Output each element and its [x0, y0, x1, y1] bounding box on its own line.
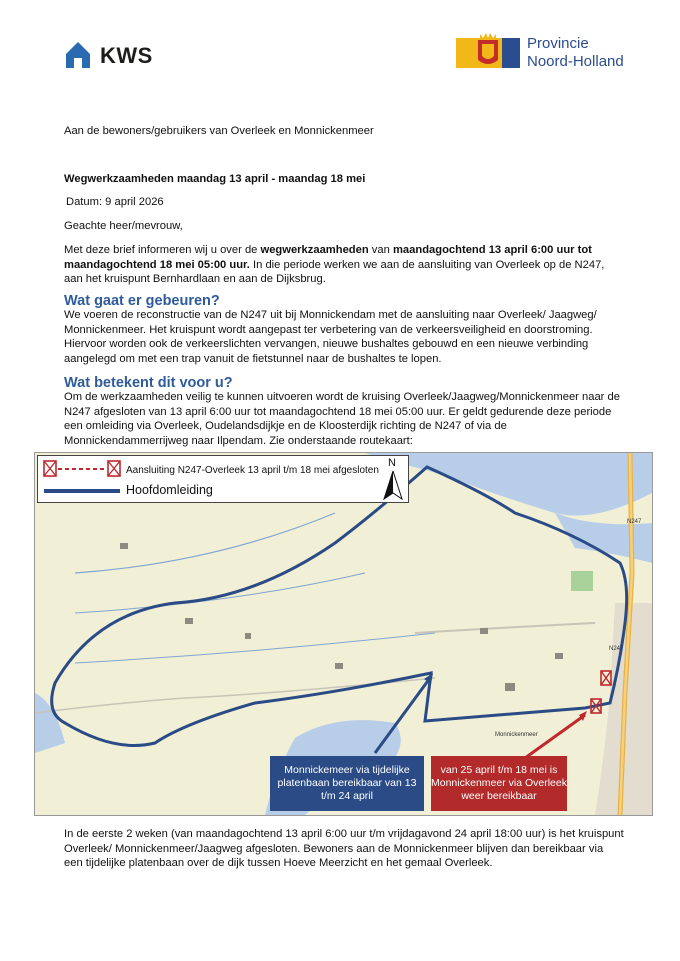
north-label: N — [388, 457, 396, 469]
closing-paragraph: In de eerste 2 weken (van maandagochtend 13 april 6:00 uur t/m vrijdagavond 24 april 18:00 uur) is het kruispunt Overleek/ Monnickenmeer/Jaagweg afgesloten. Bewoners aan de Monnickenmeer blijven dan bereikbaar via een tijdelijke platenbaan over de dijk tussen Hoeve Meerzicht en het gemaal Overleek. — [64, 828, 624, 870]
map-legend — [37, 455, 409, 503]
letter-subject: Wegwerkzaamheden maandag 13 april - maandag 18 mei — [64, 173, 366, 185]
route-map — [34, 452, 653, 816]
province-logo — [456, 32, 646, 74]
addressee: Aan de bewoners/gebruikers van Overleek en Monnickenmeer — [64, 125, 374, 137]
callout-temporary-access: Monnickemeer via tijdelijke platenbaan bereikbaar van 13 t/m 24 april — [270, 756, 424, 811]
legend-symbols — [40, 457, 124, 501]
map-road-label-2: N247 — [609, 646, 624, 652]
province-emblem-icon — [456, 32, 520, 70]
kws-logo-icon — [64, 40, 96, 70]
intro-paragraph: Met deze brief informeren wij u over de wegwerkzaamheden van maandagochtend 13 april 6:00 uur tot maandagochtend 18 mei 05:00 uur. In die periode werken we aan de aansluiting van Overleek op de N247, aan het kruispunt Bernhardlaan en aan de Dijksbrug. — [64, 244, 605, 286]
map-area-label: Monnickenmeer — [495, 732, 538, 738]
section2-body: Om de werkzaamheden veilig te kunnen uitvoeren wordt de kruising Overleek/Jaagweg/Monnickenmeer naar de N247 afgesloten van 13 april 6:00 uur tot maandagochtend 18 mei 05:00 uur. Er geldt gedurende deze periode een omleiding via Overleek, Oudelandsdijkje en de Kloosterdijk richting de N247 of via de Monnickendammerrijweg naar Ilpendam. Zie onderstaande routekaart: — [64, 391, 620, 447]
kws-logo-text: KWS — [100, 43, 153, 68]
map-road-label-1: N247 — [627, 519, 642, 525]
section1-heading: Wat gaat er gebeuren? — [64, 293, 220, 309]
province-name-line1: Provincie — [527, 35, 589, 52]
salutation: Geachte heer/mevrouw, — [64, 220, 183, 232]
province-name-line2: Noord-Holland — [527, 53, 624, 70]
section2-heading: Wat betekent dit voor u? — [64, 375, 233, 391]
north-arrow-icon — [382, 457, 404, 501]
kws-logo — [64, 40, 164, 72]
legend-closure-label: Aansluiting N247-Overleek 13 april t/m 18 mei afgesloten — [126, 465, 379, 476]
section1-body: We voeren de reconstructie van de N247 uit bij Monnickendam met de aansluiting naar Overleek/ Jaagweg/ Monnickenmeer. Het kruispunt wordt aangepast ter verbetering van de verkeersveiligheid en doorstroming. Hiervoor worden ook de verkeerslichten vervangen, nieuwe bushaltes gebouwd en een nieuwe verbinding aangelegd om met een trap vanuit de fietstunnel naar de bushaltes te lopen. — [64, 309, 597, 365]
legend-route-label: Hoofdomleiding — [126, 483, 213, 497]
callout-reopening: van 25 april t/m 18 mei is Monnickenmeer via Overleek weer bereikbaar — [431, 756, 567, 811]
letter-date: Datum: 9 april 2026 — [66, 196, 164, 208]
